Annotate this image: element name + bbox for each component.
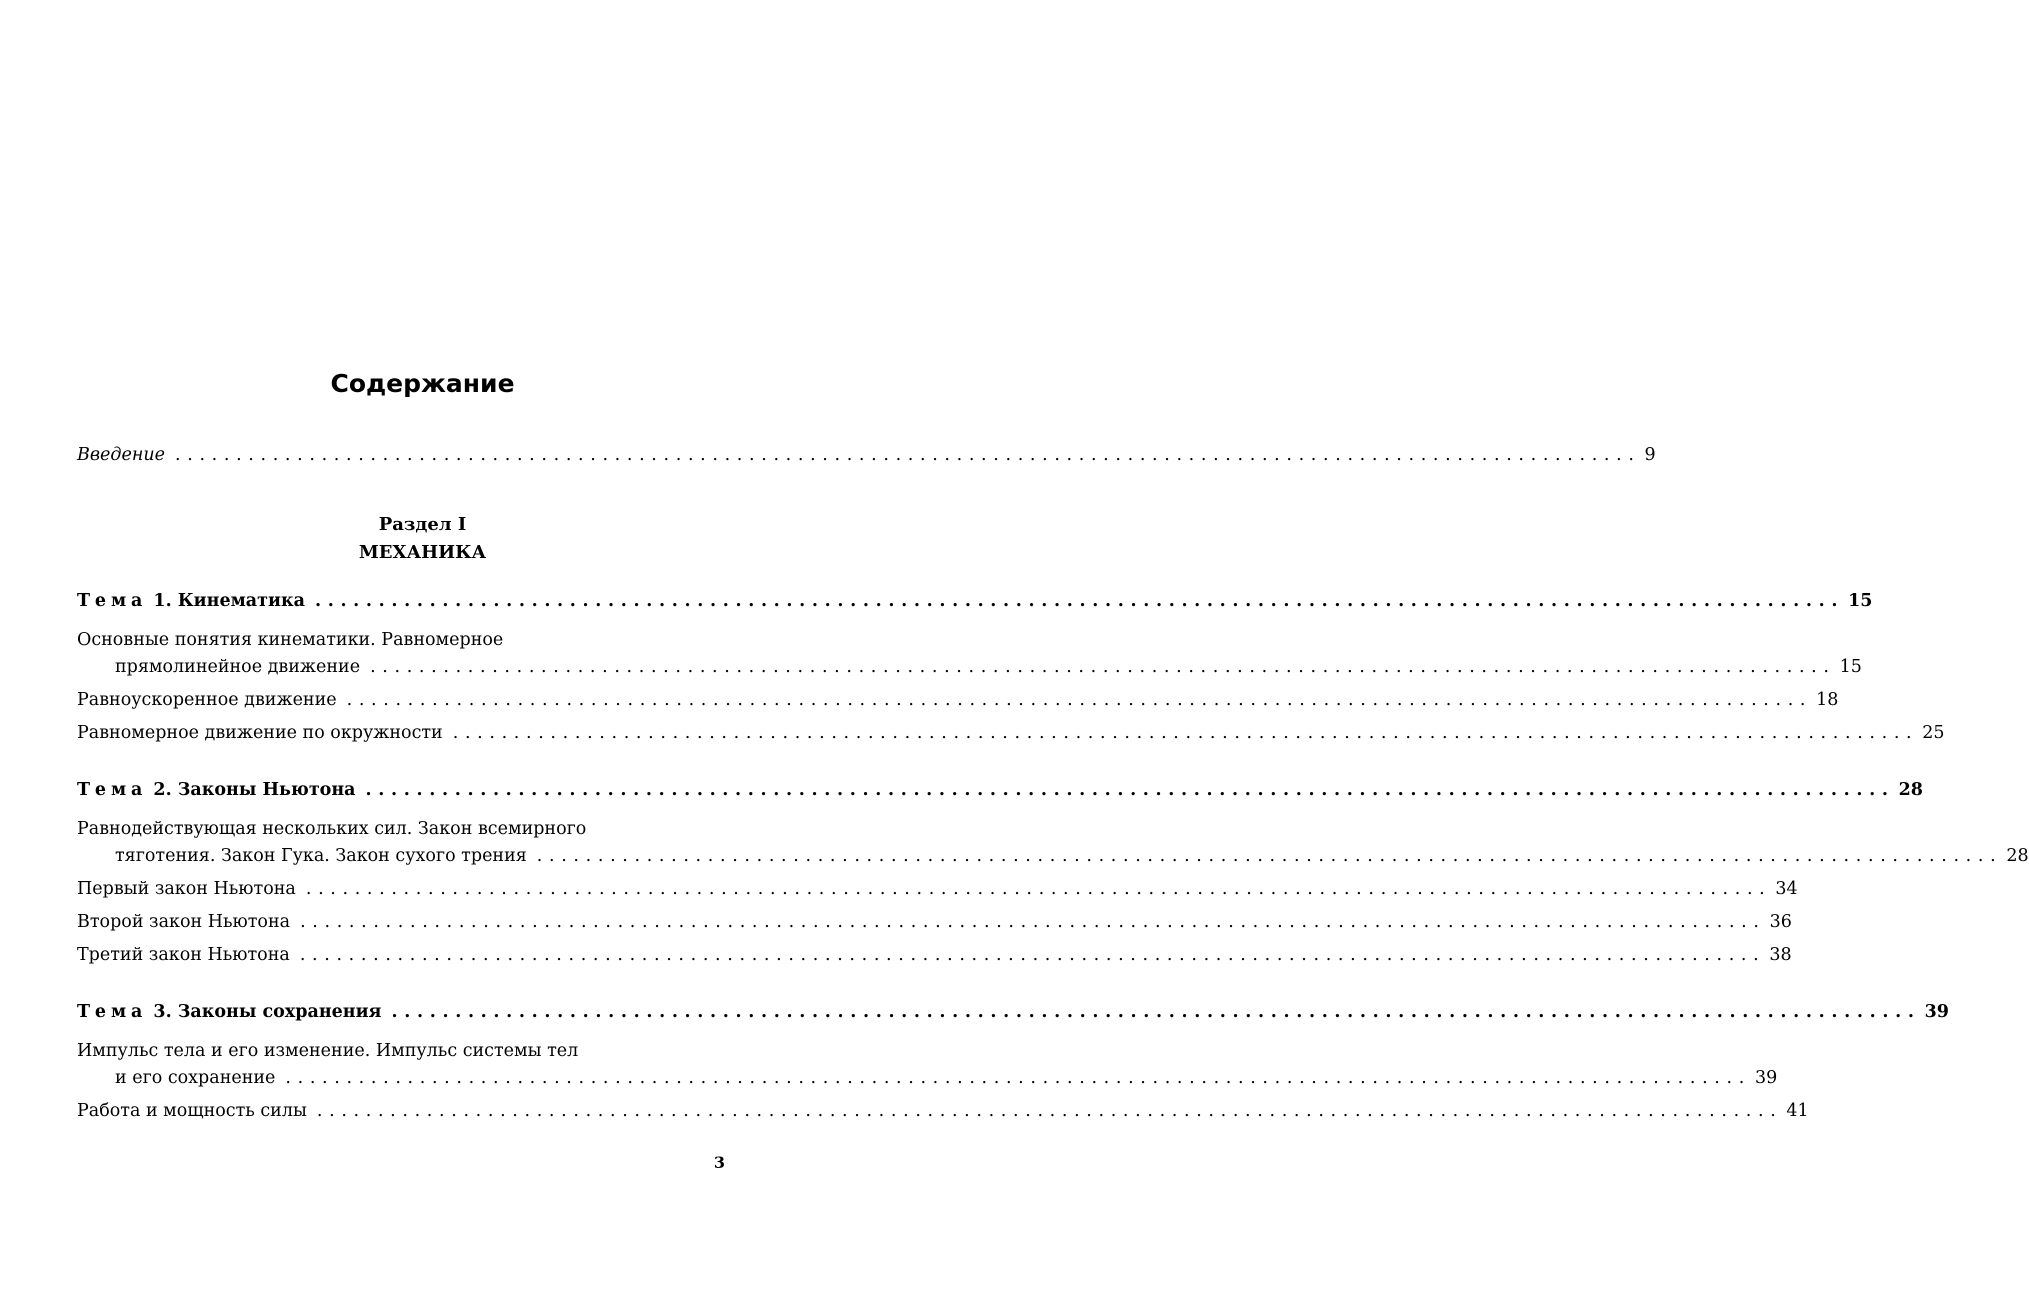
topic-label: 2. Законы Ньютона xyxy=(153,780,356,800)
topic-prefix: Тема xyxy=(77,591,148,611)
dot-leader: ........................................................................................................................ xyxy=(305,879,1772,899)
entry-label: Третий закон Ньютона xyxy=(77,945,290,965)
entry-label: Работа и мощность силы xyxy=(77,1101,307,1121)
topic-prefix: Тема xyxy=(77,1002,148,1022)
entry-label: Первый закон Ньютона xyxy=(77,879,296,899)
toc-topic-3[interactable] xyxy=(77,999,1949,1025)
toc-entry[interactable] xyxy=(77,843,2029,869)
entry-page: 25 xyxy=(1922,723,1945,743)
entry-page: 39 xyxy=(1924,1002,1949,1022)
toc-entry[interactable] xyxy=(77,720,1945,746)
toc-entry[interactable] xyxy=(77,942,1792,968)
toc-entry[interactable] xyxy=(77,687,1839,713)
entry-page: 36 xyxy=(1769,912,1792,932)
topic-title xyxy=(77,588,305,614)
entry-page: 39 xyxy=(1754,1068,1778,1088)
entry-label: Равномерное движение по окружности xyxy=(77,723,443,743)
page-number: 3 xyxy=(713,1153,725,1172)
topic-label: 3. Законы сохранения xyxy=(153,1002,382,1022)
entry-label: прямолинейное движение xyxy=(115,657,361,677)
dot-leader: ........................................................................................................................ xyxy=(536,846,2003,866)
entry-page: 28 xyxy=(2006,846,2029,866)
page-title: Содержание xyxy=(330,369,515,398)
dot-leader: ........................................................................................................................ xyxy=(370,657,1836,677)
topic-prefix: Тема xyxy=(77,780,148,800)
dot-leader: ........................................................................................................................ xyxy=(285,1068,1751,1088)
toc-entry-intro[interactable] xyxy=(77,442,1656,468)
topic-title xyxy=(77,999,381,1025)
dot-leader: ........................................................................................................................ xyxy=(391,1002,1921,1022)
toc-entry[interactable] xyxy=(77,876,1798,902)
section-label: Раздел I xyxy=(378,514,467,535)
entry-page: 15 xyxy=(1839,657,1862,677)
dot-leader: ........................................................................................................................ xyxy=(316,1101,1783,1121)
dot-leader: ........................................................................................................................ xyxy=(299,945,1766,965)
dot-leader: ........................................................................................................................ xyxy=(365,780,1895,800)
entry-page: 28 xyxy=(1898,780,1923,800)
entry-label: тяготения. Закон Гука. Закон сухого трения xyxy=(115,846,527,866)
toc-entry[interactable] xyxy=(77,654,1862,680)
entry-page: 9 xyxy=(1644,445,1656,465)
table-of-contents xyxy=(77,0,2029,1312)
entry-page: 41 xyxy=(1786,1101,1809,1121)
dot-leader: ........................................................................................................................ xyxy=(175,445,1641,465)
entry-page: 34 xyxy=(1775,879,1798,899)
toc-entry[interactable] xyxy=(77,909,1792,935)
toc-topic-1[interactable] xyxy=(77,588,1873,614)
topic-label: 1. Кинематика xyxy=(153,591,305,611)
toc-topic-2[interactable] xyxy=(77,777,1923,803)
section-name: МЕХАНИКА xyxy=(358,542,487,563)
dot-leader: ........................................................................................................................ xyxy=(452,723,1919,743)
toc-entry-line[interactable]: Импульс тела и его изменение. Импульс системы тел xyxy=(77,1041,579,1061)
entry-page: 15 xyxy=(1848,591,1873,611)
topic-title xyxy=(77,777,356,803)
entry-page: 18 xyxy=(1816,690,1839,710)
toc-entry[interactable] xyxy=(77,1098,1809,1124)
toc-entry-line[interactable]: Основные понятия кинематики. Равномерное xyxy=(77,630,504,650)
entry-label: и его сохранение xyxy=(115,1068,276,1088)
entry-label: Второй закон Ньютона xyxy=(77,912,291,932)
entry-label: Равноускоренное движение xyxy=(77,690,337,710)
entry-page: 38 xyxy=(1769,945,1792,965)
toc-entry-line[interactable]: Равнодействующая нескольких сил. Закон всемирного xyxy=(77,819,587,839)
dot-leader: ........................................................................................................................ xyxy=(314,591,1845,611)
toc-entry[interactable] xyxy=(77,1065,1778,1091)
dot-leader: ........................................................................................................................ xyxy=(346,690,1813,710)
entry-label: Введение xyxy=(77,445,166,465)
dot-leader: ........................................................................................................................ xyxy=(300,912,1766,932)
